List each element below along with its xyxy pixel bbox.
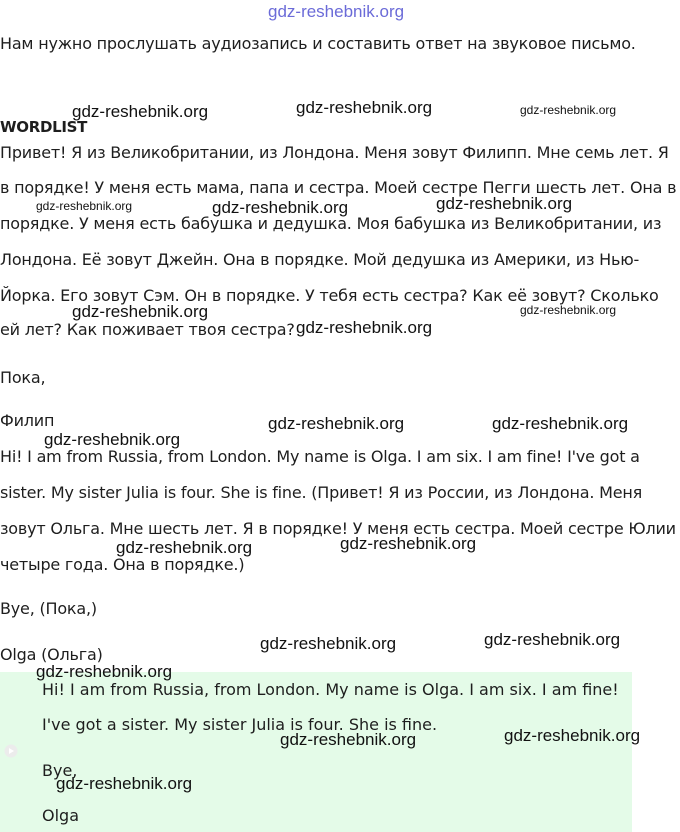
- watermark: gdz-reshebnik.org: [296, 98, 433, 117]
- answer-line: Hi! I am from Russia, from London. My name is Olga. I am six. I am fine!: [42, 680, 619, 699]
- watermark: gdz-reshebnik.org: [484, 630, 621, 649]
- watermark: gdz-reshebnik.org: [268, 414, 405, 433]
- play-icon[interactable]: [4, 744, 18, 758]
- letter-line: порядке. У меня есть бабушка и дедушка. Моя бабушка из Великобритании, из: [0, 214, 662, 233]
- wordlist-heading: WORDLIST: [0, 118, 88, 136]
- watermark: gdz-reshebnik.org: [504, 726, 641, 745]
- letter-line: в порядке! У меня есть мама, папа и сестра. Моей сестре Пегги шесть лет. Она в: [0, 178, 677, 197]
- site-watermark-top: gdz-reshebnik.org: [268, 2, 405, 21]
- reply-line: четыре года. Она в порядке.): [0, 555, 245, 574]
- reply-signature: Olga (Ольга): [0, 645, 103, 664]
- watermark: gdz-reshebnik.org: [36, 662, 173, 681]
- watermark: gdz-reshebnik.org: [340, 534, 477, 553]
- watermark: gdz-reshebnik.org: [492, 414, 629, 433]
- answer-line: I've got a sister. My sister Julia is four. She is fine.: [42, 715, 438, 734]
- reply-line: Hi! I am from Russia, from London. My name is Olga. I am six. I am fine! I've got a: [0, 447, 640, 466]
- letter-line: ей лет? Как поживает твоя сестра?: [0, 320, 295, 339]
- letter-closing: Пока,: [0, 368, 46, 387]
- watermark: gdz-reshebnik.org: [260, 634, 397, 653]
- watermark: gdz-reshebnik.org: [280, 730, 417, 749]
- watermark: gdz-reshebnik.org: [72, 102, 209, 121]
- answer-line: Bye,: [42, 761, 78, 780]
- answer-line: Olga: [42, 806, 79, 825]
- reply-line: sister. My sister Julia is four. She is fine. (Привет! Я из России, из Лондона. Меня: [0, 483, 643, 502]
- intro-text: Нам нужно прослушать аудиозапись и составить ответ на звуковое письмо.: [0, 34, 636, 53]
- watermark: gdz-reshebnik.org: [116, 538, 253, 557]
- watermark: gdz-reshebnik.org: [212, 198, 349, 217]
- watermark: gdz-reshebnik.org: [36, 199, 133, 213]
- watermark: gdz-reshebnik.org: [56, 774, 193, 793]
- watermark: gdz-reshebnik.org: [520, 103, 617, 117]
- letter-line: Лондона. Её зовут Джейн. Она в порядке. Мой дедушка из Америки, из Нью-: [0, 250, 640, 269]
- reply-closing: Bye, (Пока,): [0, 599, 97, 618]
- watermark: gdz-reshebnik.org: [520, 303, 617, 317]
- letter-signature: Филип: [0, 411, 55, 430]
- letter-line: Йорка. Его зовут Сэм. Он в порядке. У тебя есть сестра? Как её зовут? Сколько: [0, 286, 659, 305]
- reply-line: зовут Ольга. Мне шесть лет. Я в порядке! У меня есть сестра. Моей сестре Юлии: [0, 519, 676, 538]
- watermark: gdz-reshebnik.org: [44, 430, 181, 449]
- letter-line: Привет! Я из Великобритании, из Лондона. Меня зовут Филипп. Мне семь лет. Я: [0, 143, 669, 162]
- watermark: gdz-reshebnik.org: [296, 318, 433, 337]
- watermark: gdz-reshebnik.org: [72, 302, 209, 321]
- watermark: gdz-reshebnik.org: [436, 194, 573, 213]
